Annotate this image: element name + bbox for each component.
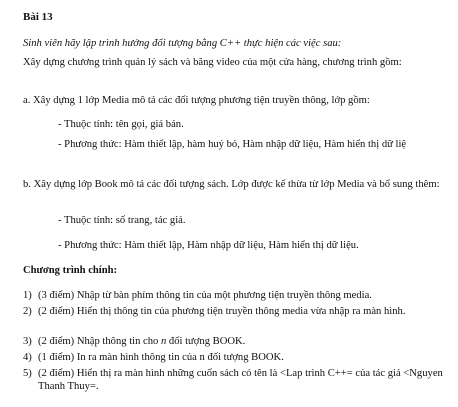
task-number: 5) <box>23 368 32 379</box>
task-number: 1) <box>23 290 32 301</box>
part-a-methods <box>23 138 444 151</box>
main-program-heading: Chương trình chính: <box>23 265 118 276</box>
task-number: 2) <box>23 306 32 317</box>
exercise-title: Bài 13 <box>23 11 53 23</box>
task-text-italic: n <box>160 336 167 347</box>
task-number: 4) <box>23 352 32 363</box>
task-item <box>23 305 444 318</box>
task-item <box>23 335 444 348</box>
task-text: (3 điểm) Nhập từ bàn phím thông tin của một phương tiện truyền thông media. <box>38 290 372 301</box>
part-a-methods-text: - Phương thức: Hàm thiết lập, hàm huỷ bỏ, Hàm nhập dữ liệu, Hàm hiển thị dữ liệ <box>58 139 407 150</box>
part-a-attributes: - Thuộc tính: tên gọi, giá bán. <box>58 119 184 130</box>
program-description: Xây dựng chương trình quản lý sách và băng video của một cửa hàng, chương trình gồm: <box>23 57 402 68</box>
task-item <box>23 289 444 302</box>
task-number: 3) <box>23 336 32 347</box>
task-text: (2 điểm) Hiển thị ra màn hình những cuốn sách có tên là <Lap trinh C++= của tác giả <Nguyen Thanh Thuy=. <box>38 368 443 392</box>
task-text: (2 điểm) Nhập thông tin cho <box>38 336 161 347</box>
part-a-heading: a. Xây dựng 1 lớp Media mô tả các đối tượng phương tiện truyền thông, lớp gồm: <box>23 95 370 106</box>
task-text: (1 điểm) In ra màn hình thông tin của n đối tượng BOOK. <box>38 352 284 363</box>
part-b-heading: b. Xây dựng lớp Book mô tả các đối tượng sách. Lớp được kế thừa từ lớp Media và bổ sung thêm: <box>23 179 440 190</box>
intro-text: Sinh viên hãy lập trình hướng đối tượng bằng C++ thực hiện các việc sau: <box>23 38 342 49</box>
task-text: (2 điểm) Hiển thị thông tin của phương tiện truyền thông media vừa nhập ra màn hình. <box>38 306 406 317</box>
task-item <box>23 367 444 393</box>
part-b-attributes: - Thuộc tính: số trang, tác giả. <box>58 215 186 226</box>
task-text: đối tượng BOOK. <box>166 336 246 347</box>
task-item <box>23 351 444 364</box>
part-b-methods: - Phương thức: Hàm thiết lập, Hàm nhập dữ liệu, Hàm hiển thị dữ liệu. <box>58 240 359 251</box>
